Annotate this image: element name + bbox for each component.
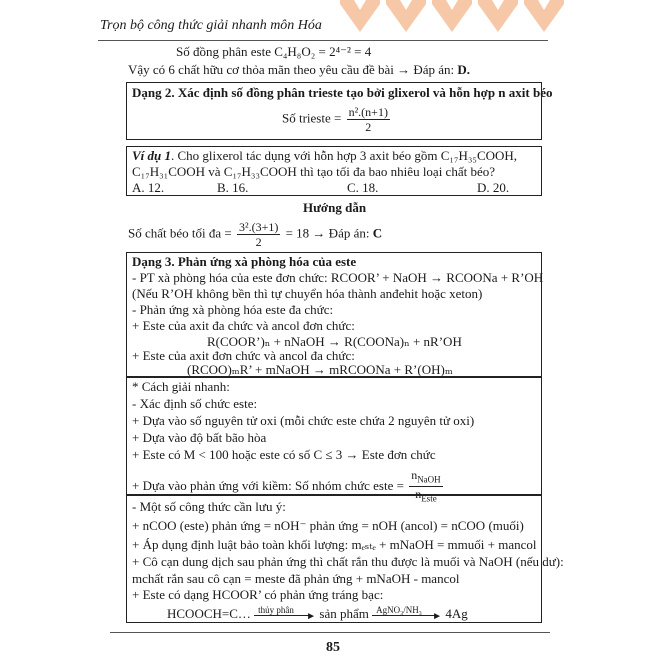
dang3-line: + Este của axit đa chức và ancol đơn chức: (132, 318, 355, 333)
example-line-1 (132, 148, 517, 164)
arrow-2-line (372, 615, 436, 616)
solution-answer: C (372, 225, 383, 241)
arrow-head-icon: ► (432, 611, 443, 623)
intro-answer: D. (457, 62, 471, 77)
formulas-box (126, 495, 564, 623)
dang3-title: Dạng 3. Phản ứng xà phòng hóa của este (132, 254, 357, 269)
chevron-icon (386, 0, 426, 32)
solution-result: = 18 → Đáp án: (285, 225, 373, 241)
dang2-numerator: n².(n+1) (348, 105, 388, 119)
silver-mirror-equation (167, 606, 468, 622)
dang2-title: Dạng 2. Xác định số đồng phân trieste tạo bởi glixerol và hỗn hợp n axit béo (132, 85, 553, 100)
dang3-equation: R(COOR’)ₙ + nNaOH → R(COONa)ₙ + nR’OH (207, 334, 462, 349)
dang3-line: - Phản ứng xà phòng hóa este đa chức: (132, 302, 334, 317)
dang2-denominator: 2 (365, 120, 372, 134)
quick-line: + Este có M < 100 hoặc este có số C ≤ 3 → Este đơn chức (132, 447, 436, 462)
kiem-den-sub: Este (421, 493, 437, 504)
dang2-fraction (347, 105, 390, 134)
dang2-formula (282, 105, 392, 134)
option-b: B. 16. (217, 180, 249, 195)
formula-line: + Este có dạng HCOOR’ có phản ứng tráng bạc: (132, 587, 384, 602)
eq-mid: sản phẩm (319, 606, 369, 621)
dang3-line: - PT xà phòng hóa của este đơn chức: RCOOR’ + NaOH → RCOONa + R’OH (132, 270, 544, 285)
solution-formula (128, 220, 382, 249)
eq-right: 4Ag (445, 606, 468, 621)
page-header-title: Trọn bộ công thức giải nhanh môn Hóa (100, 18, 322, 33)
dang2-formula-label: Số trieste = (282, 110, 342, 126)
formula-line: - Một số công thức cần lưu ý: (132, 499, 286, 514)
kiem-num-n: n (411, 468, 418, 482)
dang3-equation: (RCOO)ₘR’ + mNaOH → mRCOONa + R’(OH)ₘ (187, 362, 453, 377)
example-text-1: . Cho glixerol tác dụng với hỗn hợp 3 axit béo gồm C₁₇H₃₅COOH, (171, 148, 518, 163)
quick-line: - Xác định số chức este: (132, 396, 258, 411)
footer-divider (110, 632, 550, 633)
quick-line: + Dựa vào độ bất bão hòa (132, 430, 267, 445)
arrow-1 (254, 605, 317, 623)
example-label: Ví dụ 1 (132, 148, 172, 163)
chevron-icon (340, 0, 380, 32)
formula-line: + Áp dụng định luật bảo toàn khối lượng: mₑₛₜₑ + mNaOH = mmuối + mancol (132, 537, 537, 552)
arrow-2-label: AgNO₃/NH₃ (376, 605, 422, 616)
eq-left: HCOOCH=C… (167, 606, 251, 621)
arrow-1-line (254, 615, 310, 616)
formula-line: + nCOO (este) phản ứng = nOH⁻ phản ứng = nOH (ancol) = nCOO (muối) (132, 518, 524, 533)
formula-line: + Cô cạn dung dịch sau phản ứng thì chất rắn thu được là muối và NaOH (nếu dư): (132, 554, 564, 569)
dang2-box (126, 82, 553, 140)
quick-line: + Dựa vào số nguyên tử oxi (mỗi chức este chứa 2 nguyên tử oxi) (132, 413, 475, 428)
formula-line: mchất rắn sau cô cạn = meste đã phản ứng + mNaOH - mancol (132, 571, 460, 586)
kiem-den-n: n (415, 487, 422, 502)
option-a: A. 12. (132, 180, 165, 195)
option-c: C. 18. (347, 180, 379, 195)
solution-label: Số chất béo tối đa = (128, 225, 232, 241)
example-line-2: C₁₇H₃₁COOH và C₁₇H₃₃COOH thì tạo tối đa bao nhiêu loại chất béo? (132, 164, 496, 179)
chevron-icon (524, 0, 564, 32)
solution-numerator: 3².(3+1) (238, 220, 279, 234)
solution-title: Hướng dẫn (303, 200, 367, 215)
intro-line-2-text: Vậy có 6 chất hữu cơ thỏa mãn theo yêu cầu đề bài → Đáp án: (128, 62, 458, 77)
solution-fraction (237, 220, 280, 249)
header-divider (98, 40, 548, 41)
intro-line-1: Số đồng phân este C₄H₈O₂ = 2⁴⁻² = 4 (176, 44, 372, 59)
example-box (126, 146, 542, 196)
dang3-box (126, 252, 542, 377)
quick-kiem-numerator (409, 468, 443, 487)
quick-kiem-label: + Dựa vào phản ứng với kiềm: Số nhóm chức este = (132, 477, 404, 493)
option-d: D. 20. (477, 180, 510, 195)
dang3-line: + Este của axit đơn chức và ancol đa chức: (132, 348, 355, 363)
page-number: 85 (326, 640, 340, 655)
kiem-num-sub: NaOH (417, 474, 441, 485)
quick-line: * Cách giải nhanh: (132, 379, 230, 394)
arrow-2 (372, 605, 443, 623)
quick-method-box (126, 377, 542, 504)
chevron-icon (432, 0, 472, 32)
arrow-head-icon: ► (306, 611, 317, 623)
dang3-line: (Nếu R’OH không bền thì tự chuyển hóa thành anđehit hoặc xeton) (132, 286, 483, 301)
intro-line-2 (128, 62, 470, 78)
solution-denominator: 2 (255, 235, 262, 249)
chevron-icon (478, 0, 518, 32)
arrow-1-label: thủy phân (258, 605, 294, 616)
